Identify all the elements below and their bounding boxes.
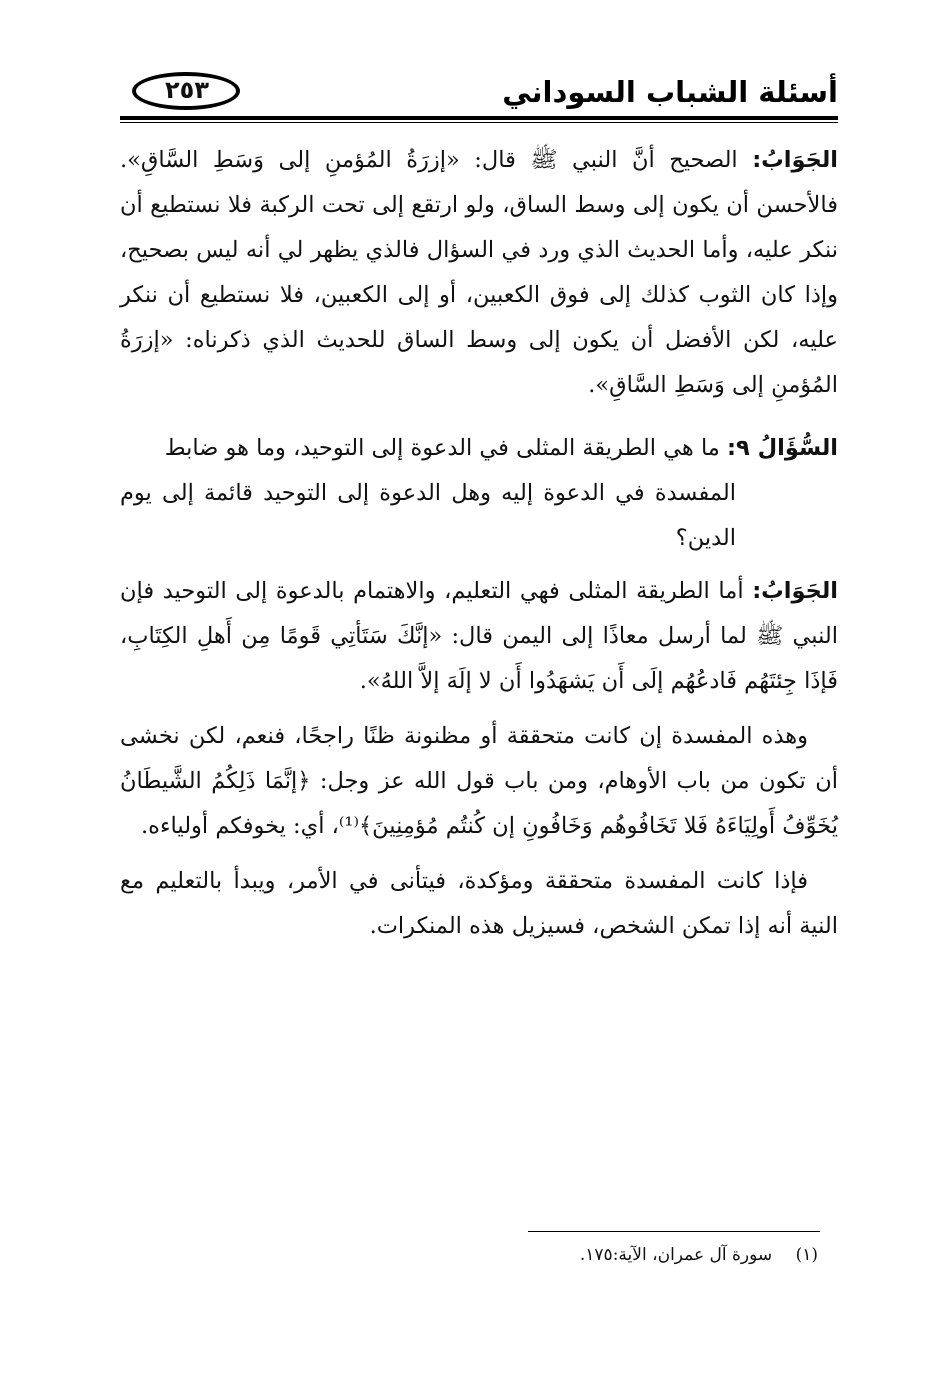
page-header: [120, 62, 838, 126]
paragraph-conclusion: فإذا كانت المفسدة متحققة ومؤكدة، فيتأنى في الأمر، ويبدأ بالتعليم مع النية أنه إذا تمكن الشخص، فسيزيل هذه المنكرات.: [120, 868, 838, 939]
answer-text: أما الطريقة المثلى فهي التعليم، والاهتمام بالدعوة إلى التوحيد فإن النبي ﷺ لما أرسل معاذًا إلى اليمن قال: «إنَّكَ سَتَأتِي قَومًا مِن أَهلِ الكِتَابِ، فَإذَا جِئتَهُم فَادعُهُم إلَى أَن يَشهَدُوا أَن لا إلَهَ إلاَّ اللهُ».: [120, 578, 838, 694]
answer-label: الجَوَابُ:: [752, 578, 838, 604]
answer-9-paragraph: [120, 569, 838, 704]
spacer: [120, 849, 838, 859]
page-number: ٢٥٣: [165, 76, 209, 104]
question-9-continuation: المفسدة في الدعوة إليه وهل الدعوة إلى التوحيد قائمة إلى يوم الدين؟: [120, 480, 736, 551]
answer-8-paragraph: [120, 138, 838, 408]
question-label: السُّؤَالُ ٩:: [727, 435, 838, 461]
question-9-paragraph: [120, 426, 838, 471]
footnote-rule: [528, 1231, 820, 1232]
question-text-line1: ما هي الطريقة المثلى في الدعوة إلى التوحيد، وما هو ضابط: [164, 435, 720, 461]
footnote-text: سورة آل عمران، الآية:١٧٥.: [579, 1245, 773, 1265]
page-body: [120, 138, 838, 949]
header-rule: [120, 116, 838, 123]
answer-text: الصحيح أنَّ النبي ﷺ قال: «إزرَةُ المُؤمنِ إلى وَسَطِ السَّاقِ». فالأحسن أن يكون إلى وسط الساق، ولو ارتقع إلى تحت الركبة فلا نستطيع أن ننكر عليه، وأما الحديث الذي ورد في السؤال فالذي يظهر لي أنه ليس بصحيح، وإذا كان الثوب كذلك إلى فوق الكعبين، أو إلى الكعبين، فلا نستطيع أن ننكر عليه، لكن الأفضل أن يكون إلى وسط الساق للحديث الذي ذكرناه: «إزرَةُ المُؤمنِ إلى وَسَطِ السَّاقِ».: [120, 147, 838, 398]
paragraph-mafsada: وهذه المفسدة إن كانت متحققة أو مظنونة ظنًا راجحًا، فنعم، لكن نخشى أن تكون من باب الأوهام، ومن باب قول الله عز وجل: ﴿إنَّمَا ذَلِكُمُ الشَّيطَانُ يُخَوِّفُ أَولِيَاءَهُ فَلا تَخَافُوهُم وَخَافُونِ إن كُنتُم مُؤمِنِينَ﴾⁽¹⁾، أي: يخوفكم أولياءه.: [120, 723, 838, 839]
running-title: أسئلة الشباب السوداني: [502, 75, 838, 109]
spacer: [120, 704, 838, 714]
page-number-badge: [132, 72, 242, 112]
footnote-marker: (١): [795, 1245, 818, 1265]
spacer: [120, 561, 838, 569]
footnote: [580, 1242, 818, 1268]
answer-label: الجَوَابُ:: [752, 147, 838, 173]
spacer: [120, 408, 838, 426]
